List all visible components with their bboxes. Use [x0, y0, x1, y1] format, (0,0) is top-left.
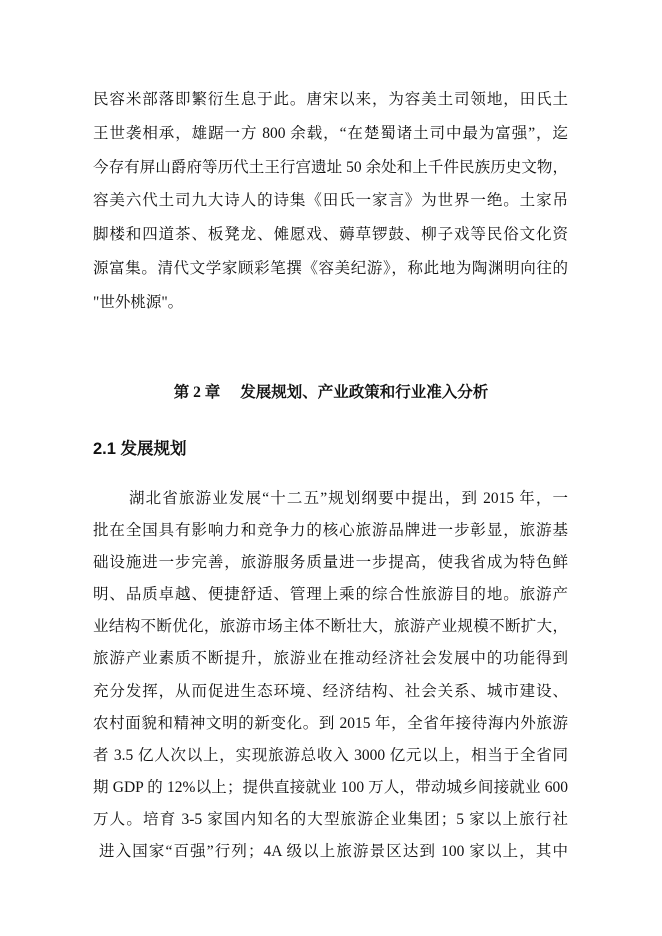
text-line: 充分发挥，从而促进生态环境、经济结构、社会关系、城市建设、 [93, 682, 568, 700]
text-line: 王世袭相承，雄踞一方 800 余载，“在楚蜀诸土司中最为富强”，迄 [93, 124, 568, 142]
paragraph-continuation [93, 83, 568, 320]
text-line: 期 GDP 的 12%以上；提供直接就业 100 万人，带动城乡间接就业 600 [93, 778, 568, 796]
text-line: 容美六代土司九大诗人的诗集《田氏一家言》为世界一绝。土家吊 [93, 192, 568, 210]
text-line: 民容米部落即繁衍生息于此。唐宋以来，为容美土司领地，田氏土 [93, 91, 568, 108]
chapter-heading [0, 376, 662, 410]
text-line: "世外桃源"。 [93, 293, 184, 311]
text-line: 批在全国具有影响力和竞争力的核心旅游品牌进一步彰显，旅游基 [93, 522, 568, 540]
chapter-title: 发展规划、产业政策和行业准入分析 [240, 384, 489, 401]
text-line: 础设施进一步完善，旅游服务质量进一步提高，使我省成为特色鲜 [93, 554, 568, 572]
text-line: 农村面貌和精神文明的新变化。到 2015 年，全省年接待海内外旅游 [93, 714, 568, 732]
text-line: 旅游产业素质不断提升，旅游业在推动经济社会发展中的功能得到 [93, 650, 568, 668]
text-line: 脚楼和四道茶、板凳龙、傩愿戏、薅草锣鼓、柳子戏等民俗文化资 [93, 226, 568, 244]
text-line: 业结构不断优化，旅游市场主体不断壮大，旅游产业规模不断扩大， [93, 618, 568, 636]
text-line: 万人。培育 3-5 家国内知名的大型旅游企业集团；5 家以上旅行社 [93, 810, 568, 828]
text-line: 今存有屏山爵府等历代土王行宫遗址 50 余处和上千件民族历史文物， [93, 158, 568, 176]
text-line: 进入国家“百强”行列；4A 级以上旅游景区达到 100 家以上，其中 [99, 843, 568, 861]
text-line: 源富集。清代文学家顾彩笔撰《容美纪游》，称此地为陶渊明向往的 [93, 259, 568, 277]
text-line: 明、品质卓越、便捷舒适、管理上乘的综合性旅游目的地。旅游产 [93, 586, 568, 604]
paragraph-development-plan [93, 483, 568, 868]
chapter-number: 第 2 章 [173, 384, 221, 401]
section-heading: 2.1 发展规划 [93, 440, 187, 458]
text-line: 湖北省旅游业发展“十二五”规划纲要中提出，到 2015 年，一 [129, 490, 568, 507]
text-line: 者 3.5 亿人次以上，实现旅游总收入 3000 亿元以上，相当于全省同 [93, 746, 568, 764]
